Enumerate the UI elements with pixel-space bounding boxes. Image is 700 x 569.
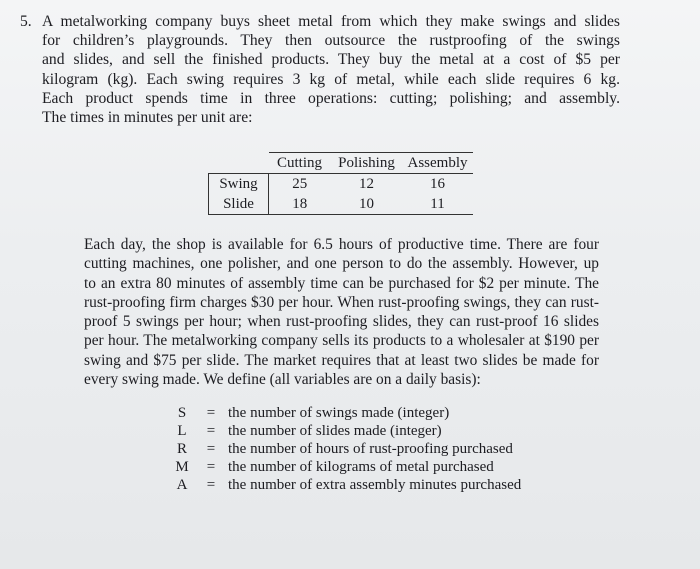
table-header-polishing: Polishing (331, 153, 403, 174)
variable-symbol: S (177, 405, 187, 421)
cell-slide-polishing: 10 (331, 194, 403, 215)
equals-sign: = (206, 459, 216, 475)
cell-swing-polishing: 12 (359, 176, 374, 192)
intro-line: and slides, and sell the finished products. They buy the metal at a cost of $5 per (42, 51, 620, 69)
definition-row-a (168, 476, 521, 494)
body-paragraph (84, 235, 599, 389)
body-line: swing and $75 per slide. The market requires that at least two slides be made for (84, 351, 599, 369)
cell-slide-cutting: 18 (269, 194, 331, 215)
cell-slide-assembly: 11 (403, 194, 473, 215)
row-label-swing: Swing (209, 174, 269, 195)
table-header-cutting: Cutting (269, 153, 331, 174)
equals-sign: = (206, 405, 216, 421)
equals-sign: = (206, 477, 216, 493)
table-header-blank (209, 153, 269, 174)
variable-description: the number of slides made (integer) (228, 423, 442, 439)
definition-row-s (168, 404, 521, 422)
definition-row-m (168, 458, 521, 476)
intro-line: A metalworking company buys sheet metal from which they make swings and slides (42, 13, 620, 30)
intro-paragraph (42, 12, 620, 127)
operation-times-table (208, 152, 473, 215)
cell-swing-cutting: 25 (292, 176, 308, 192)
table-row (209, 174, 473, 195)
table-header-row (209, 153, 473, 174)
body-line: to an extra 80 minutes of assembly time can be purchased for $2 per minute. The (84, 274, 599, 292)
definition-row-l (168, 422, 521, 440)
intro-line: kilogram (kg). Each swing requires 3 kg of metal, while each slide requires 6 kg. (42, 70, 620, 88)
intro-line: for children’s playgrounds. They then outsource the rustproofing of the swings (42, 32, 620, 50)
variable-description: the number of extra assembly minutes purchased (228, 477, 522, 493)
body-line: Each day, the shop is available for 6.5 hours of productive time. There are four (84, 236, 599, 253)
definition-row-r (168, 440, 521, 458)
body-line: proof 5 swings per hour; when rust-proofing slides, they can rust-proof 16 slides (84, 313, 599, 331)
body-line: rust-proofing firm charges $30 per hour. When rust-proofing swings, they can rust- (84, 293, 599, 311)
variable-definitions (168, 404, 521, 494)
intro-line: Each product spends time in three operations: cutting; polishing; and assembly. (42, 89, 620, 107)
equals-sign: = (206, 441, 216, 457)
intro-line: The times in minutes per unit are: (42, 109, 253, 127)
variable-description: the number of kilograms of metal purchased (228, 459, 494, 475)
variable-symbol: L (177, 423, 187, 439)
problem-statement (20, 12, 620, 127)
variable-description: the number of swings made (integer) (228, 405, 450, 421)
cell-swing-assembly: 16 (430, 176, 445, 192)
body-line: every swing made. We define (all variables are on a daily basis): (84, 371, 481, 389)
body-line: per hour. The metalworking company sells its products to a wholesaler at $190 per (84, 332, 599, 350)
variable-description: the number of hours of rust-proofing purchased (228, 441, 513, 457)
table-header-assembly: Assembly (403, 153, 473, 174)
variable-symbol: R (176, 441, 187, 457)
table-row (209, 194, 473, 215)
row-label-slide: Slide (209, 194, 269, 215)
problem-number: 5. (20, 13, 32, 30)
body-line: cutting machines, one polisher, and one person to do the assembly. However, up (84, 255, 599, 273)
variable-symbol: M (175, 459, 189, 475)
variable-symbol: A (176, 477, 188, 493)
equals-sign: = (206, 423, 216, 439)
